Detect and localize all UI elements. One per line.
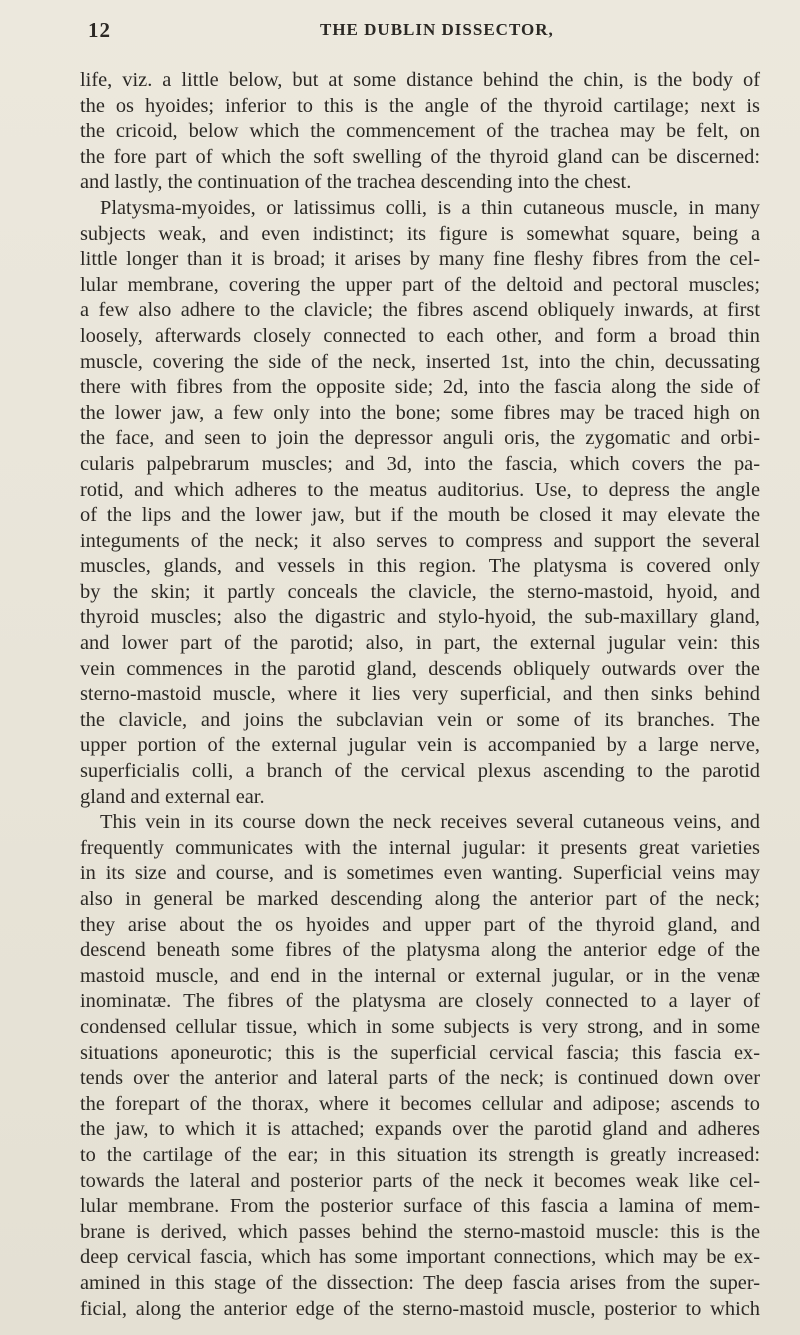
text-line: integuments of the neck; it also serves to compress and support the several	[80, 529, 760, 552]
text-line: superficialis colli, a branch of the cervical plexus ascending to the parotid	[80, 760, 760, 783]
text-line: subjects weak, and even indistinct; its figure is somewhat square, being a	[80, 222, 760, 245]
text-line: Platysma-myoides, or latissimus colli, is a thin cutaneous muscle, in many	[100, 196, 760, 219]
text-line: frequently communicates with the internal jugular: it presents great varieties	[80, 836, 760, 859]
text-line: also in general be marked descending along the anterior part of the neck;	[80, 888, 760, 910]
text-line: to the cartilage of the ear; in this situation its strength is greatly increased:	[80, 1143, 760, 1166]
text-line: little longer than it is broad; it arises by many fine fleshy fibres from the cel-	[80, 248, 760, 271]
text-line: This vein in its course down the neck receives several cutaneous veins, and	[100, 811, 760, 834]
text-line: the jaw, to which it is attached; expands over the parotid gland and adheres	[80, 1118, 760, 1141]
text-line: they arise about the os hyoides and upper part of the thyroid gland, and	[80, 913, 760, 936]
text-line: of the lips and the lower jaw, but if the mouth be closed it may elevate the	[80, 504, 760, 527]
text-line: rotid, and which adheres to the meatus auditorius. Use, to depress the angle	[80, 478, 760, 501]
text-line: the forepart of the thorax, where it becomes cellular and adipose; ascends to	[80, 1092, 760, 1115]
running-title: THE DUBLIN DISSECTOR,	[320, 20, 554, 39]
text-line: descend beneath some fibres of the platysma along the anterior edge of the	[80, 939, 760, 962]
text-line: muscles, glands, and vessels in this region. The platysma is covered only	[80, 555, 760, 578]
page-number: 12	[88, 18, 111, 42]
text-line: life, viz. a little below, but at some distance behind the chin, is the body of	[80, 69, 760, 91]
text-line: upper portion of the external jugular vein is accompanied by a large nerve,	[80, 734, 760, 757]
text-line: vein commences in the parotid gland, descends obliquely outwards over the	[80, 657, 760, 680]
text-line: there with fibres from the opposite side; 2d, into the fascia along the side of	[80, 376, 760, 399]
text-line: the cricoid, below which the commencement of the trachea may be felt, on	[80, 120, 760, 143]
text-line: a few also adhere to the clavicle; the fibres ascend obliquely inwards, at first	[80, 299, 760, 322]
text-line: brane is derived, which passes behind the sterno-mastoid muscle: this is the	[80, 1220, 760, 1243]
text-line: ficial, along the anterior edge of the sterno-mastoid muscle, posterior to which	[80, 1297, 760, 1320]
text-line: sterno-mastoid muscle, where it lies very superficial, and then sinks behind	[80, 683, 760, 706]
text-line: lular membrane. From the posterior surface of this fascia a lamina of mem-	[80, 1195, 760, 1218]
text-line: and lastly, the continuation of the trachea descending into the chest.	[80, 171, 632, 194]
text-line: lular membrane, covering the upper part of the deltoid and pectoral muscles;	[80, 273, 760, 296]
text-line: inominatæ. The fibres of the platysma are closely connected to a layer of	[80, 990, 760, 1013]
body-text	[80, 68, 760, 1322]
text-line: cularis palpebrarum muscles; and 3d, into the fascia, which covers the pa-	[80, 452, 760, 475]
text-line: thyroid muscles; also the digastric and stylo-hyoid, the sub-maxillary gland,	[80, 606, 760, 629]
text-line: tends over the anterior and lateral parts of the neck; is continued down over	[80, 1067, 760, 1090]
text-line: the face, and seen to join the depressor anguli oris, the zygomatic and orbi-	[80, 427, 760, 450]
text-line: condensed cellular tissue, which in some subjects is very strong, and in some	[80, 1015, 760, 1038]
running-head	[0, 14, 800, 48]
text-line: the lower jaw, a few only into the bone; some fibres may be traced high on	[80, 401, 760, 424]
text-line: in its size and course, and is sometimes even wanting. Superficial veins may	[80, 862, 760, 885]
text-line: loosely, afterwards closely connected to each other, and form a broad thin	[80, 324, 760, 347]
text-line: situations aponeurotic; this is the superficial cervical fascia; this fascia ex-	[80, 1041, 760, 1064]
text-line: mastoid muscle, and end in the internal or external jugular, or in the venæ	[80, 964, 760, 987]
text-line: deep cervical fascia, which has some important connections, which may be ex-	[80, 1246, 760, 1269]
text-line: towards the lateral and posterior parts of the neck it becomes weak like cel-	[80, 1169, 760, 1192]
text-line: and lower part of the parotid; also, in part, the external jugular vein: this	[80, 632, 760, 655]
text-line: gland and external ear.	[80, 785, 265, 808]
text-line: the fore part of which the soft swelling of the thyroid gland can be discerned:	[80, 145, 760, 168]
text-line: the clavicle, and joins the subclavian vein or some of its branches. The	[80, 708, 760, 731]
text-line: muscle, covering the side of the neck, inserted 1st, into the chin, decussating	[80, 350, 760, 373]
text-line: amined in this stage of the dissection: The deep fascia arises from the super-	[80, 1271, 760, 1294]
text-line: the os hyoides; inferior to this is the angle of the thyroid cartilage; next is	[80, 94, 760, 117]
text-line: by the skin; it partly conceals the clavicle, the sterno-mastoid, hyoid, and	[80, 580, 760, 603]
